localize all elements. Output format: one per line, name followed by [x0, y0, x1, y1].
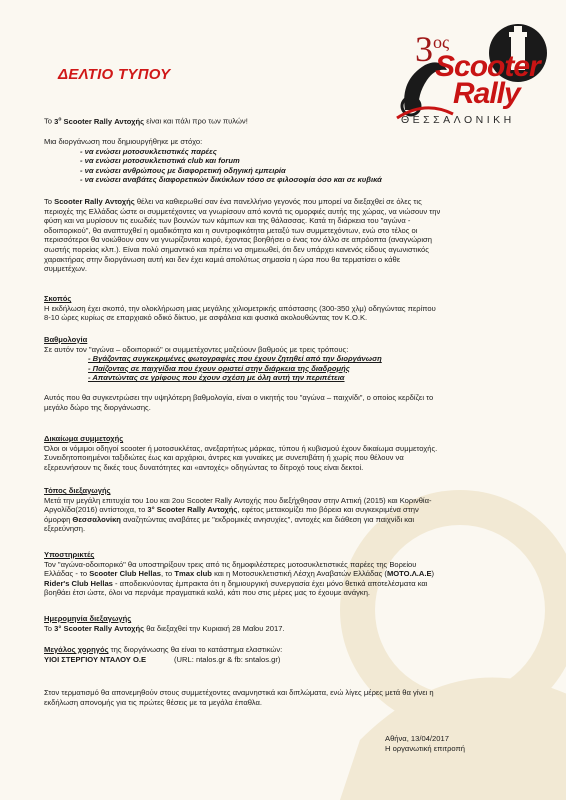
sponsor-url: (URL: ntalos.gr & fb: sntalos.gr) [174, 654, 281, 664]
logo-edition-number: $3^{o\varsigma}$ [415, 29, 450, 69]
logo-word-rally: Rally [453, 77, 520, 110]
logo-word-scooter: Scooter [435, 50, 540, 83]
goals-heading: Μια διοργάνωση που δημιουργήθηκε με στόχο: [44, 137, 203, 146]
goal-item: - να ενώσει ανθρώπους με διαφορετική οδηγική εμπειρία [80, 165, 286, 175]
signature-place-date: Αθήνα, 13/04/2017 [385, 734, 449, 743]
purpose-heading: Σκοπός [44, 294, 72, 303]
venue-section: Τόπος διεξαγωγής Μετά την μεγάλη επιτυχία του 1ου και 2ου Scooter Rally Αντοχής που διεξήχθησαν στην Αττική (2015) και Κορινθία- Αργολίδα(2016) αντίστοιχα, το 3° Scooter Rally Αντοχής, εφέτος μετακομίζει πιο βόρεια και συγκεκριμένα στην όμορφη Θεσσαλονίκη αναζητώντας αναβάτες με "εκδρομικές ανησυχίες", αντοχές και διάθεση για παιχνίδι και εξερεύνηση. [44, 486, 524, 534]
participation-heading: Δικαίωμα συμμετοχής [44, 434, 124, 443]
page-title: ΔΕΛΤΙΟ ΤΥΠΟΥ [58, 66, 171, 83]
date-heading: Ημερομηνία διεξαγωγής [44, 614, 132, 623]
date-section: Ημερομηνία διεξαγωγής Το 3° Scooter Rally Αντοχής θα διεξαχθεί την Κυριακή 28 Μαΐου 2017. [44, 614, 524, 633]
scoring-method: - Απαντώντας σε γρίφους που έχουν σχέση με όλη αυτή την περιπέτεια [88, 373, 345, 383]
scoring-section: Βαθμολογία Σε αυτόν τον "αγώνα – οδοιπορικό" οι συμμετέχοντες μαζεύουν βαθμούς με τρεις τρόπους: - Βγάζοντας συγκεκριμένες φωτογραφίες που έχουν ζητηθεί από την διοργάνωση - Παίζοντας σε παιχνίδια που έχουν οριστεί στην διάρκεια της διαδρομής - Απαντώντας σε γρίφους που έχουν σχέση με όλη αυτή την περιπέτεια Αυτός που θα συγκεντρώσει την υψηλότερη βαθμολογία, είναι ο νικητής του "αγώνα – παιχνίδι", ο οποίος κερδίζει το μεγάλο δώρο της διοργάνωσης. [44, 335, 524, 412]
goal-item: - να ενώσει μοτοσυκλετιστικά club και forum [80, 156, 240, 166]
signature-org: Η οργανωτική επιτροπή [385, 744, 465, 753]
supporters-heading: Υποστηρικτές [44, 550, 95, 559]
venue-heading: Τόπος διεξαγωγής [44, 486, 111, 495]
supporters-section: Υποστηρικτές Τον "αγώνα-οδοιπορικό" θα υποστηρίξουν τρεις από τις δημοφιλέστερες μοτοσυκλετιστικές παρέες της Βορείου Ελλάδας - το Scooter Club Hellas, το Tmax club και η Μοτοσυκλετιστική Λέσχη Αναβατών Ελλάδας (ΜΟΤΟ.Λ.Α.Ε) Rider's Club Hellas - αποδεικνύοντας έμπρακτα ότι η δημιουργική συνεργασία έχει μόνο θετικά αποτελέσματα και βοηθάει έτσι ώστε, όλοι να περνάμε πραγματικά καλά, κάτι που στις μέρες μας το έχουμε ανάγκη. [44, 550, 524, 598]
participation-section: Δικαίωμα συμμετοχής Όλοι οι νόμιμοι οδηγοί scooter ή μοτοσυκλέτας, ανεξαρτήτως μάρκας, τύπου ή κυβισμού έχουν δικαίωμα συμμετοχής. Συνειδητοποιημένοι ταξιδιώτες έως και αρχάριοι, άντρες και γυναίκες με συνεπιβάτη ή χωρίς που θέλουν να εξερευνήσουν τις δικές τους δυνατότητες και «αντοχές» οδηγώντας το δίτροχό τους είναι δεκτοί. [44, 434, 524, 472]
scoring-method: - Βγάζοντας συγκεκριμένες φωτογραφίες που έχουν ζητηθεί από την διοργάνωση [88, 354, 382, 364]
closing-paragraph: Στον τερματισμό θα απονεμηθούν στους συμμετέχοντες αναμνηστικά και διπλώματα, ενώ λίγες μέρες μετά θα γίνει η εκδήλωση απονομής για τις πρώτες θέσεις με τα μεγάλα έπαθλα. [44, 688, 434, 707]
goal-item: - να ενώσει αναβάτες διαφορετικών δικύκλων τόσο σε φιλοσοφία όσο και σε κυβικά [80, 175, 382, 185]
sponsor-name: ΥΙΟΙ ΣΤΕΡΓΙΟΥ ΝΤΑΛΟΥ Ο.Ε [44, 654, 147, 664]
scoring-heading: Βαθμολογία [44, 335, 88, 344]
scoring-method: - Παίζοντας σε παιχνίδια που έχουν οριστεί στην διάρκεια της διαδρομής [88, 363, 350, 373]
logo-city-name: ΘΕΣΣΑΛΟΝΙΚΗ [401, 114, 515, 126]
goal-item: - να ενώσει μοτοσυκλετιστικές παρέες [80, 146, 217, 156]
sponsor-section: Μεγάλος χορηγός της διοργάνωσης θα είναι το κατάστημα ελαστικών: ΥΙΟΙ ΣΤΕΡΓΙΟΥ ΝΤΑΛΟΥ Ο.Ε (URL: ntalos.gr & fb: sntalos.gr) [44, 645, 283, 664]
signature-block [385, 734, 465, 754]
intro-line: Το $3^o$ Scooter Rally Αντοχής είναι και πάλι προ των πυλών! [44, 116, 248, 126]
purpose-section: Σκοπός Η εκδήλωση έχει σκοπό, την ολοκλήρωση μιας μεγάλης χιλιομετρικής απόστασης (300-350 χλμ) οδηγώντας περίπου 8-10 ώρες κυρίως σε επαρχιακό οδικό δίκτυο, με ασφάλεια και φυσικά ακολουθώντας τον Κ.Ο.Κ. [44, 294, 524, 323]
goals-section [44, 137, 524, 185]
sponsor-heading: Μεγάλος χορηγός [44, 645, 109, 654]
description-paragraph: Το Scooter Rally Αντοχής θέλει να καθιερωθεί σαν ένα πανελλήνιο γεγονός που μπορεί να διεξαχθεί σε όλες τις περιοχές της Ελλάδας ώστε οι συμμετέχοντες να γνωρίσουν από κοντά τις ομορφιές αυτής της χώρας, να νιώσουν την φύση και να μυρίσουν τις ευωδιές των βουνών των κάμπων και της θάλασσας. Κατά τη διάρκεια του "αγώνα - οδοιπορικού", θα αναπτυχθεί η ομαδικότητα και η συντροφικότητα μεταξύ των συμμετεχόντων, ενώ στο τέλος οι περισσότεροι θα νοιώθουν σαν να γνωρίζονται καιρό, έχοντας βοηθήσει ο ένας τον άλλο σε απρόοπτα (αναγνώριση σωστής πορείας κλπ.). Είναι πολύ σημαντικό και πρέπει να σημειωθεί, ότι δεν υπάρχει κανενός είδους αγωνιστικός χαρακτήρας στην διοργάνωση αυτή και δεν έχει καμιά απολύτως σημασία η ώρα που θα τερματίσει ο κάθε συμμετέχων. [44, 197, 441, 274]
